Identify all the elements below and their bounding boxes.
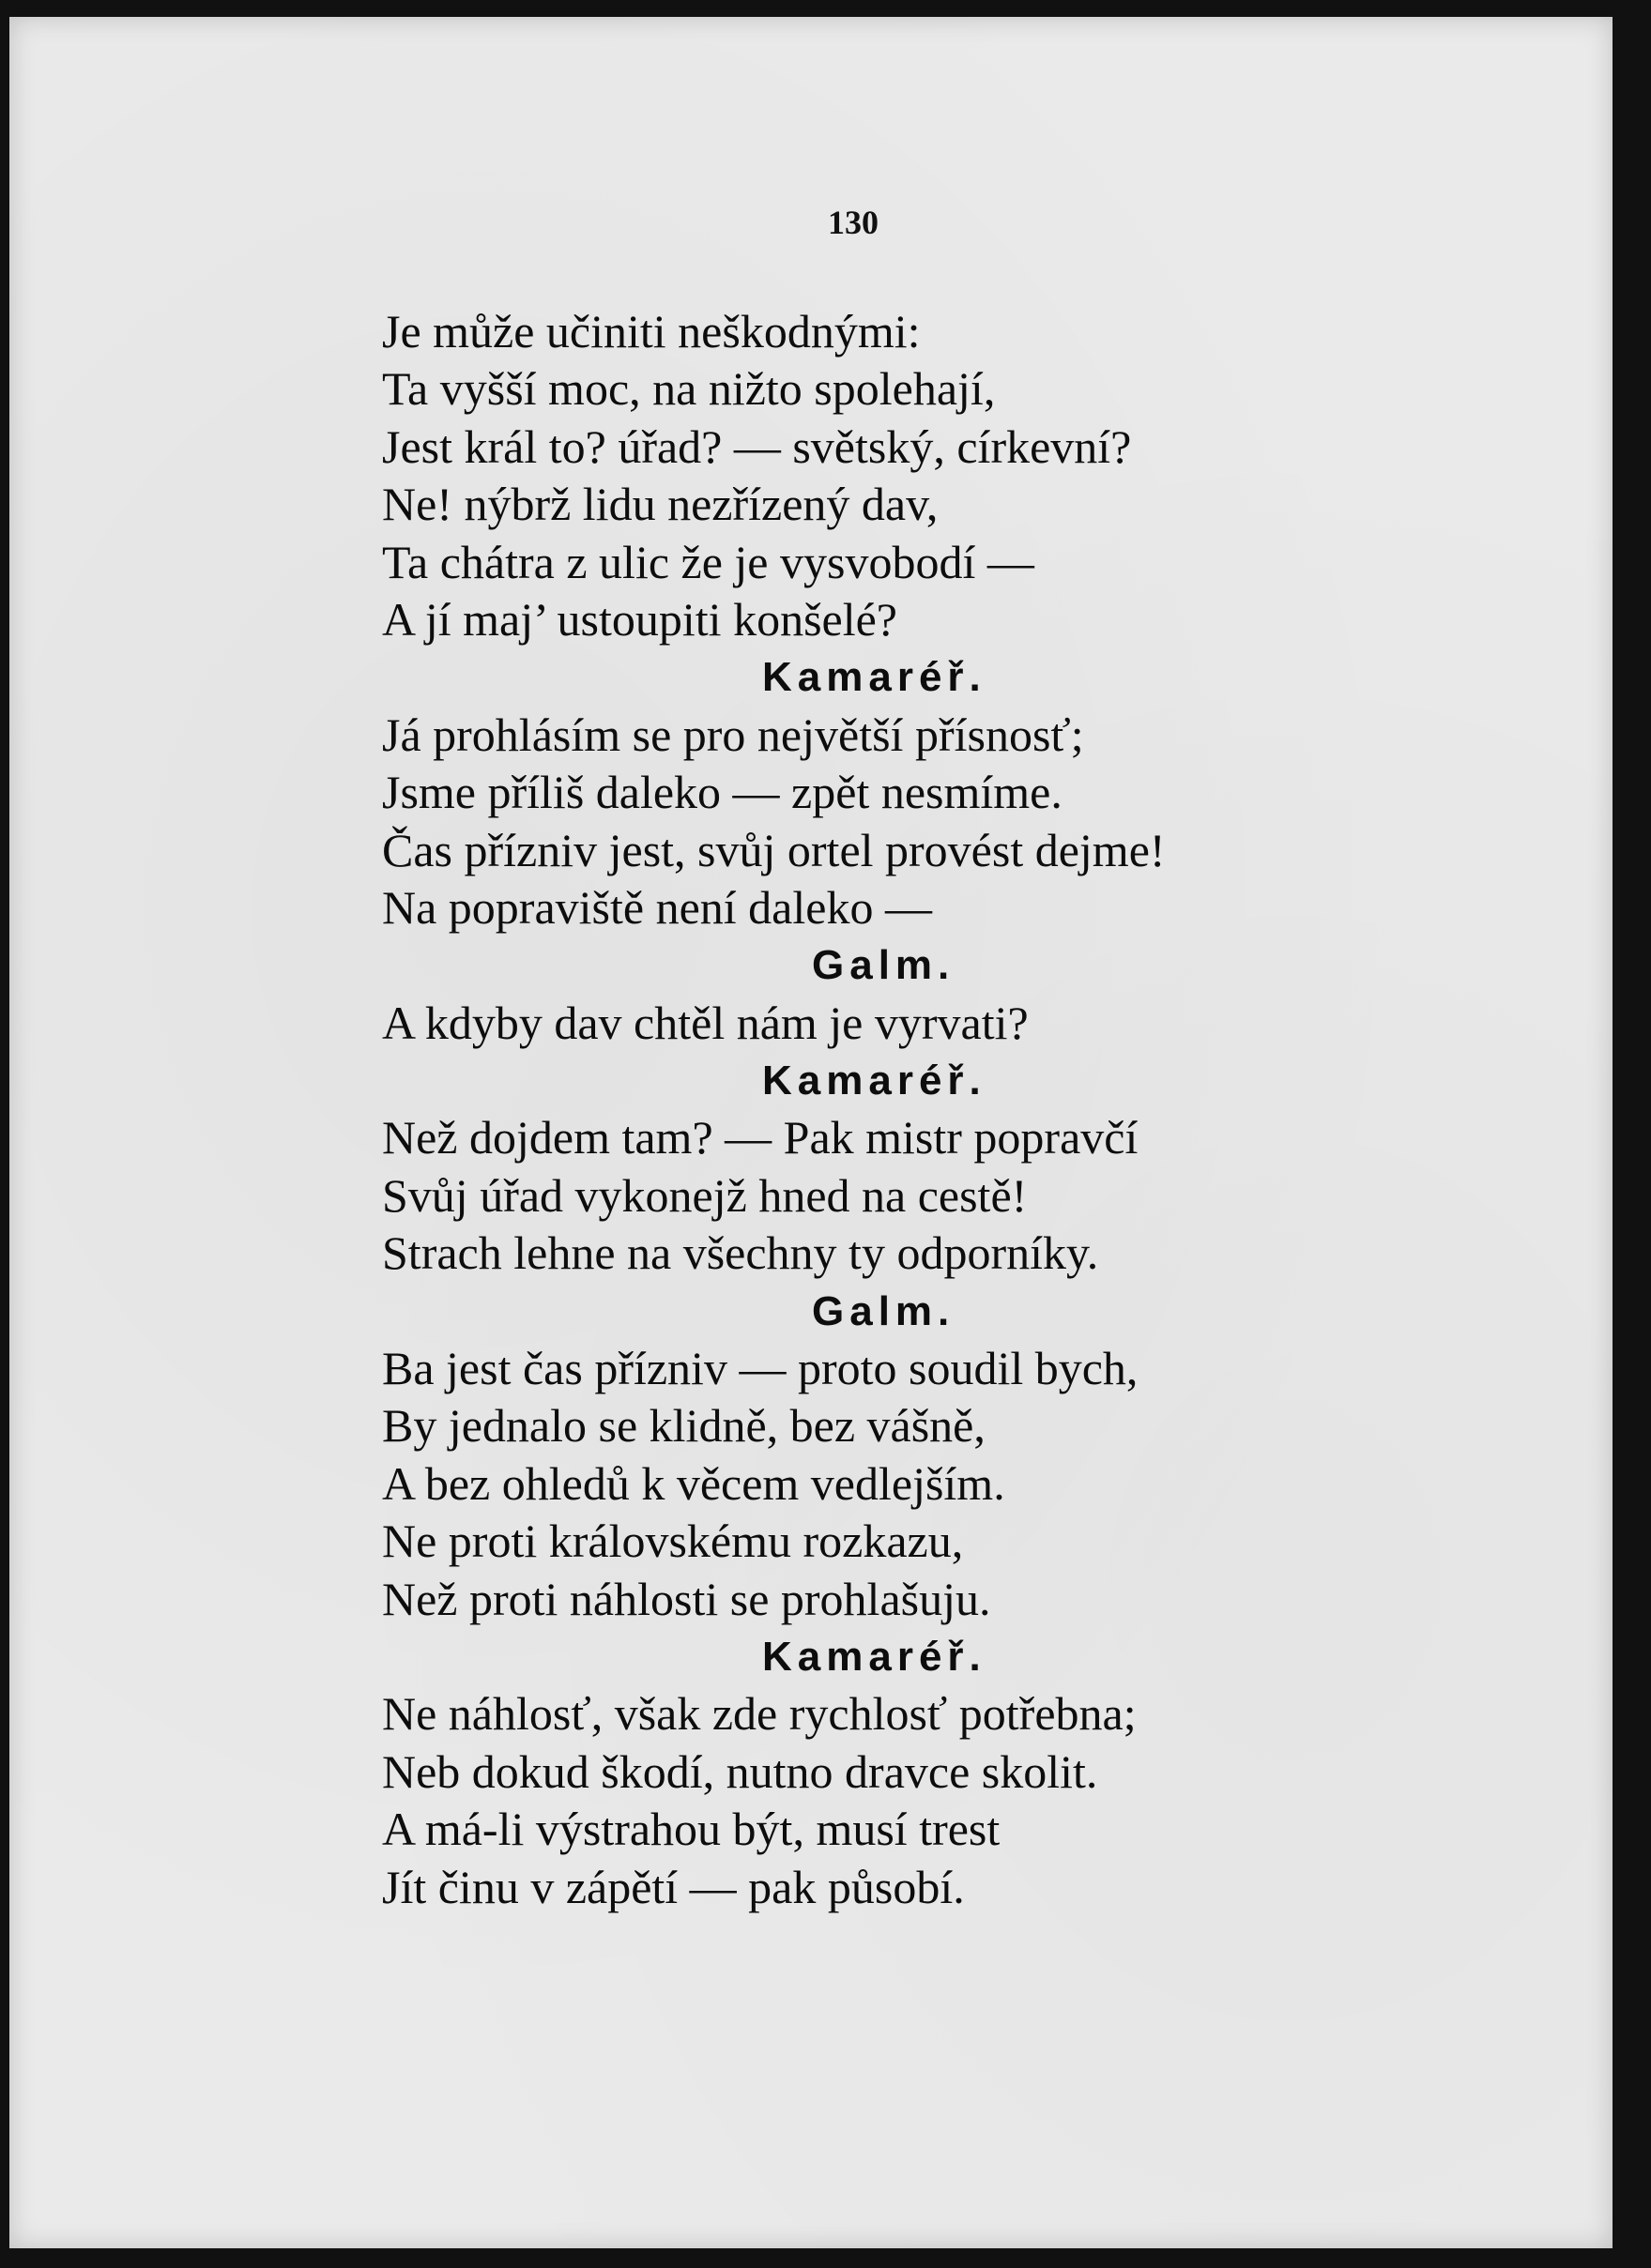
verse-line: Jest král to? úřad? — světský, církevní?	[382, 419, 1132, 473]
verse-line: A má-li výstrahou být, musí trest	[382, 1803, 1001, 1856]
verse-line: By jednalo se klidně, bez vášně,	[382, 1399, 986, 1453]
speaker-name: Galm.	[812, 1287, 955, 1334]
page-number: 130	[828, 204, 879, 241]
verse-line: Ba jest čas přízniv — proto soudil bych,	[382, 1342, 1139, 1395]
speaker-name: Kamaréř.	[762, 1058, 986, 1104]
verse-line: Ta chátra z ulic že je vysvobodí —	[382, 535, 1034, 588]
verse-line: Je může učiniti neškodnými:	[382, 305, 921, 358]
verse-line: Jsme příliš daleko — zpět nesmíme.	[382, 766, 1062, 819]
verse-line: Ta vyšší moc, na nižto spolehají,	[382, 362, 996, 416]
verse-line: Než dojdem tam? — Pak mistr popravčí	[382, 1111, 1139, 1164]
play-text	[382, 303, 1321, 1916]
speaker-name: Kamaréř.	[762, 1633, 986, 1680]
speaker-name: Galm.	[812, 942, 955, 989]
verse-line: Na popraviště není daleko —	[382, 880, 932, 934]
verse-line: Ne proti královskému rozkazu,	[382, 1515, 964, 1568]
verse-line: Svůj úřad vykonejž hned na cestě!	[382, 1168, 1028, 1222]
verse-line: Jít činu v zápětí — pak působí.	[382, 1860, 965, 1913]
verse-line: Ne náhlosť, však zde rychlosť potřebna;	[382, 1687, 1137, 1741]
verse-line: A bez ohledů k věcem vedlejším.	[382, 1456, 1005, 1510]
speaker-name: Kamaréř.	[762, 654, 986, 701]
verse-line: Strach lehne na všechny ty odporníky.	[382, 1226, 1099, 1280]
verse-line: Než proti náhlosti se prohlašuju.	[382, 1572, 991, 1625]
verse-line: Já prohlásím se pro největší přísnosť;	[382, 708, 1084, 761]
verse-line: A jí maj’ ustoupiti konšelé?	[382, 592, 897, 646]
verse-line: Ne! nýbrž lidu nezřízený dav,	[382, 478, 939, 531]
verse-line: A kdyby dav chtěl nám je vyrvati?	[382, 996, 1029, 1049]
verse-line: Čas přízniv jest, svůj ortel provést dejme!	[382, 823, 1166, 876]
book-page	[9, 17, 1613, 2248]
verse-line: Neb dokud škodí, nutno dravce skolit.	[382, 1744, 1098, 1798]
